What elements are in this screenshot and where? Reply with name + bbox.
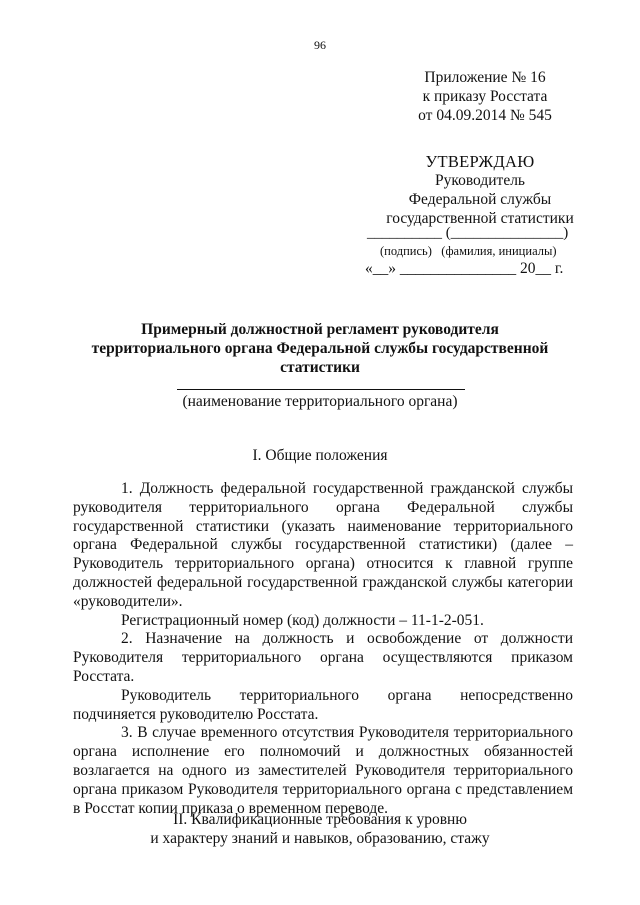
name-label: (фамилия, инициалы) bbox=[441, 244, 557, 258]
signature-labels bbox=[380, 244, 557, 259]
section-2-line-2: и характеру знаний и навыков, образованию, стажу bbox=[150, 830, 490, 847]
signature-label: (подпись) bbox=[380, 244, 432, 258]
approval-line-3: государственной статистики bbox=[386, 210, 574, 227]
title-line-1: Примерный должностной регламент руководителя bbox=[141, 321, 499, 338]
title-line-3: статистики bbox=[280, 359, 360, 376]
date-line: «__» _______________ 20__ г. bbox=[365, 260, 564, 277]
paragraph-1: 1. Должность федеральной государственной гражданской службы руководителя территориального органа Федеральной службы государственной статистики (указать наименование территориального органа Федеральной службы государственной статистики) (далее – Руководитель территориального органа) относится к главной группе должностей федеральной государственной гражданской службы категории «руководители». bbox=[73, 480, 573, 610]
appendix-block bbox=[380, 68, 590, 125]
approval-line-2: Федеральной службы bbox=[408, 191, 552, 208]
appendix-line-3: от 04.09.2014 № 545 bbox=[418, 107, 552, 124]
paragraph-4: Руководитель территориального органа непосредственно подчиняется руководителю Росстата. bbox=[73, 686, 573, 723]
section-2-heading bbox=[100, 810, 540, 848]
approval-line-1: Руководитель bbox=[434, 172, 526, 189]
document-title bbox=[80, 320, 560, 377]
appendix-line-2: к приказу Росстата bbox=[422, 88, 548, 105]
title-line-2: территориального органа Федеральной службы государственной bbox=[91, 340, 549, 357]
approval-heading: УТВЕРЖДАЮ bbox=[425, 152, 535, 171]
paragraph-3: 2. Назначение на должность и освобождение от должности Руководителя территориального органа осуществляются приказом Росстата. bbox=[73, 630, 573, 685]
section-1-body bbox=[73, 480, 573, 818]
section-2-line-1: II. Квалификационные требования к уровню bbox=[173, 811, 467, 828]
org-name-underline bbox=[177, 389, 465, 390]
paragraph-2: Регистрационный номер (код) должности – 11-1-2-051. bbox=[121, 611, 484, 629]
signature-line: __________ (_______________) bbox=[367, 225, 569, 241]
section-1-heading: I. Общие положения bbox=[252, 447, 388, 464]
appendix-line-1: Приложение № 16 bbox=[424, 69, 546, 86]
approval-block bbox=[360, 152, 600, 228]
page-number: 96 bbox=[314, 38, 326, 52]
org-name-caption: (наименование территориального органа) bbox=[182, 393, 458, 410]
paragraph-5: 3. В случае временного отсутствия Руководителя территориального органа исполнение его полномочий и должностных обязанностей возлагается на одного из заместителей Руководителя территориального органа приказом Руководителя территориального органа с представлением в Росстат копии приказа о временном переводе. bbox=[73, 724, 573, 817]
